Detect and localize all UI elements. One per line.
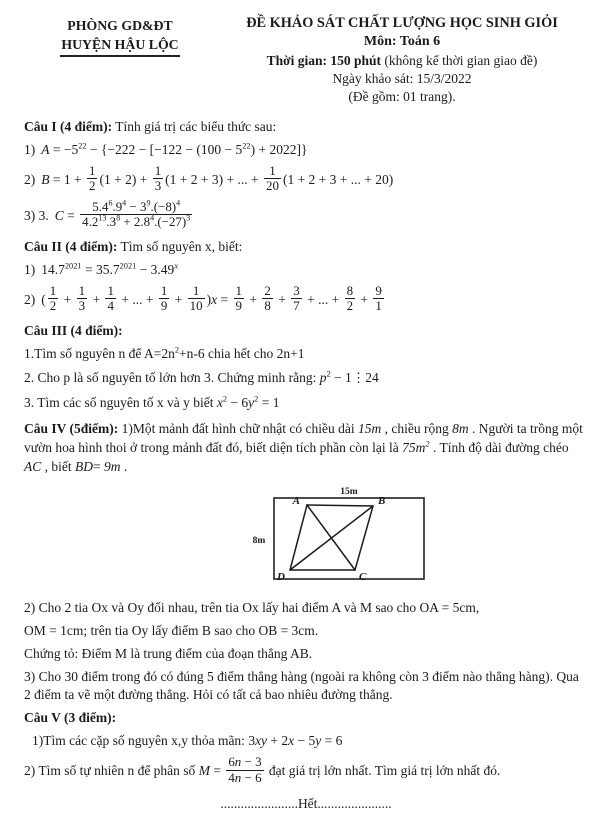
issuer-line2: HUYỆN HẬU LỘC (61, 36, 179, 52)
figure-rectangle (274, 498, 424, 579)
section-2-title: Câu II (4 điểm): (24, 238, 118, 254)
q4-part2-line3: Chứng tỏ: Điểm M là trung điểm của đoạn thẳng AB. (24, 645, 313, 661)
section-1-heading (24, 118, 588, 137)
section-3-heading (24, 322, 588, 341)
figure-svg (248, 485, 434, 585)
section-4-paragraph (24, 420, 588, 477)
q1-item1 (24, 141, 588, 160)
figure-point-c-label: C (359, 570, 367, 583)
title-block (216, 14, 588, 106)
section-3-title: Câu III (4 điểm): (24, 322, 123, 338)
q1-item2-formula: B = 1 + $\frac{1}{2}$ (1 + 2) + $\frac{1}{3}$ (1 + 2 + 3) + ... + $\frac{1}{20}$ (1 + 2 + 3 + ... + 20) (41, 162, 394, 194)
figure-point-a-label: A (292, 494, 300, 507)
section-4-text: 1)Một mảnh đất hình chữ nhật có chiều dài 15m , chiều rộng 8m . Người ta trồng một vườn hoa hình thoi ở trong mảnh đất đó, biết diện tích phần còn lại là $75m^2$ . Tính độ dài đường chéo AC , biết BD= 9m . (24, 421, 583, 475)
figure-point-b-label: B (378, 494, 386, 507)
section-4-title: Câu IV (5điểm): (24, 421, 119, 437)
section-1-subtitle: Tính giá trị các biểu thức sau: (112, 119, 277, 135)
q1-item1-formula: $A = -5^{22} - \{-222 - [-122 - (100 - 5^{22}) + 2022]\}$ (41, 141, 308, 158)
q2-item1 (24, 261, 588, 280)
q1-item3 (24, 198, 588, 232)
q4-part3: 3) Cho 30 điểm trong đó có đúng 5 điểm thẳng hàng (ngoài ra không còn 3 điểm nào thẳng hàng). Qua 2 điểm ta vẽ một đường thẳng. Hỏi có tất cả bao nhiêu đường thẳng. (24, 668, 579, 703)
issuer-block (24, 14, 216, 106)
q4-part2-line2: OM = 1cm; trên tia Oy lấy điểm B sao cho OB = 3cm. (24, 622, 319, 638)
section-5-heading (24, 709, 588, 728)
time-rest: (không kể thời gian giao đề) (381, 52, 538, 68)
figure-point-d-label: D (277, 570, 285, 583)
time-line (216, 52, 588, 70)
rectangle-rhombus-figure (248, 485, 434, 591)
q3-line2: 2. Cho p là số nguyên tố lớn hơn 3. Chứng minh rằng: $p^2$ − 1⋮24 (24, 369, 379, 386)
q2-item2 (24, 282, 588, 316)
time-bold: Thời gian: 150 phút (266, 52, 382, 68)
section-2-heading (24, 238, 588, 257)
q1-item3-label: 3) 3. (24, 208, 49, 224)
q1-item2-label: 2) (24, 172, 36, 188)
end-marker: .......................Hết...................... (220, 796, 392, 812)
q1-item1-label: 1) (24, 142, 36, 158)
figure-width-label: 15m (340, 486, 358, 497)
q3-line1: 1.Tìm số nguyên n để $A=2n^2+n-6$ chia hết cho 2n+1 (24, 345, 305, 361)
q1-item3-formula: C = $\frac{5.4^6.9^4 - 3^9.(-8)^4}{4.2^{13}.3^8 + 2.8^4.(-27)^3}$ (54, 198, 191, 230)
issuer-underline (60, 55, 180, 57)
q2-item1-label: 1) (24, 261, 36, 277)
figure-rhombus-lines (290, 505, 373, 570)
q1-item2 (24, 162, 588, 196)
section-2-subtitle: Tìm số nguyên x, biết: (117, 238, 243, 254)
figure-height-label: 8m (252, 535, 266, 546)
header (24, 14, 588, 106)
q3-line3: 3. Tìm các số nguyên tố x và y biết $x^2 - 6y^2 = 1$ (24, 394, 280, 411)
issuer-line1: PHÒNG GD&ĐT (67, 18, 173, 33)
subject-line: Môn: Toán 6 (363, 34, 441, 50)
q2-item2-label: 2) (24, 291, 36, 307)
q2-item1-formula: $14.7^{2021} = 35.7^{2021} - 3.49^x$ (41, 261, 179, 277)
q4-part2-line1: 2) Cho 2 tia Ox và Oy đối nhau, trên tia Ox lấy hai điểm A và M sao cho OA = 5cm, (24, 599, 480, 615)
q2-item2-formula: ( $\frac{1}{2}$ + $\frac{1}{3}$ + $\frac{1}{4}$ + ... + $\frac{1}{9}$ + $\frac{1}{10}$ )x = $\frac{1}{9}$ + $\frac{2}{8}$ + $\frac{3}{7}$ + ... + $\frac{8}{2}$ + $\frac{9}{1}$ (41, 282, 382, 314)
date-line: Ngày khảo sát: 15/3/2022 (332, 70, 472, 86)
section-1-title: Câu I (4 điểm): (24, 119, 113, 135)
q5-item2: 2) Tìm số tự nhiên n để phân số M = $\frac{6n - 3}{4n - 6}$ đạt giá trị lớn nhất. Tìm giá trị lớn nhất đó. (24, 754, 501, 785)
exam-title: ĐỀ KHẢO SÁT CHẤT LƯỢNG HỌC SINH GIỎI (246, 15, 558, 31)
q5-item1: 1)Tìm các cặp số nguyên x,y thỏa mãn: 3xy + 2x − 5y = 6 (32, 733, 343, 749)
section-5-title: Câu V (3 điểm): (24, 710, 117, 726)
pages-line: (Đề gồm: 01 trang). (348, 89, 456, 105)
